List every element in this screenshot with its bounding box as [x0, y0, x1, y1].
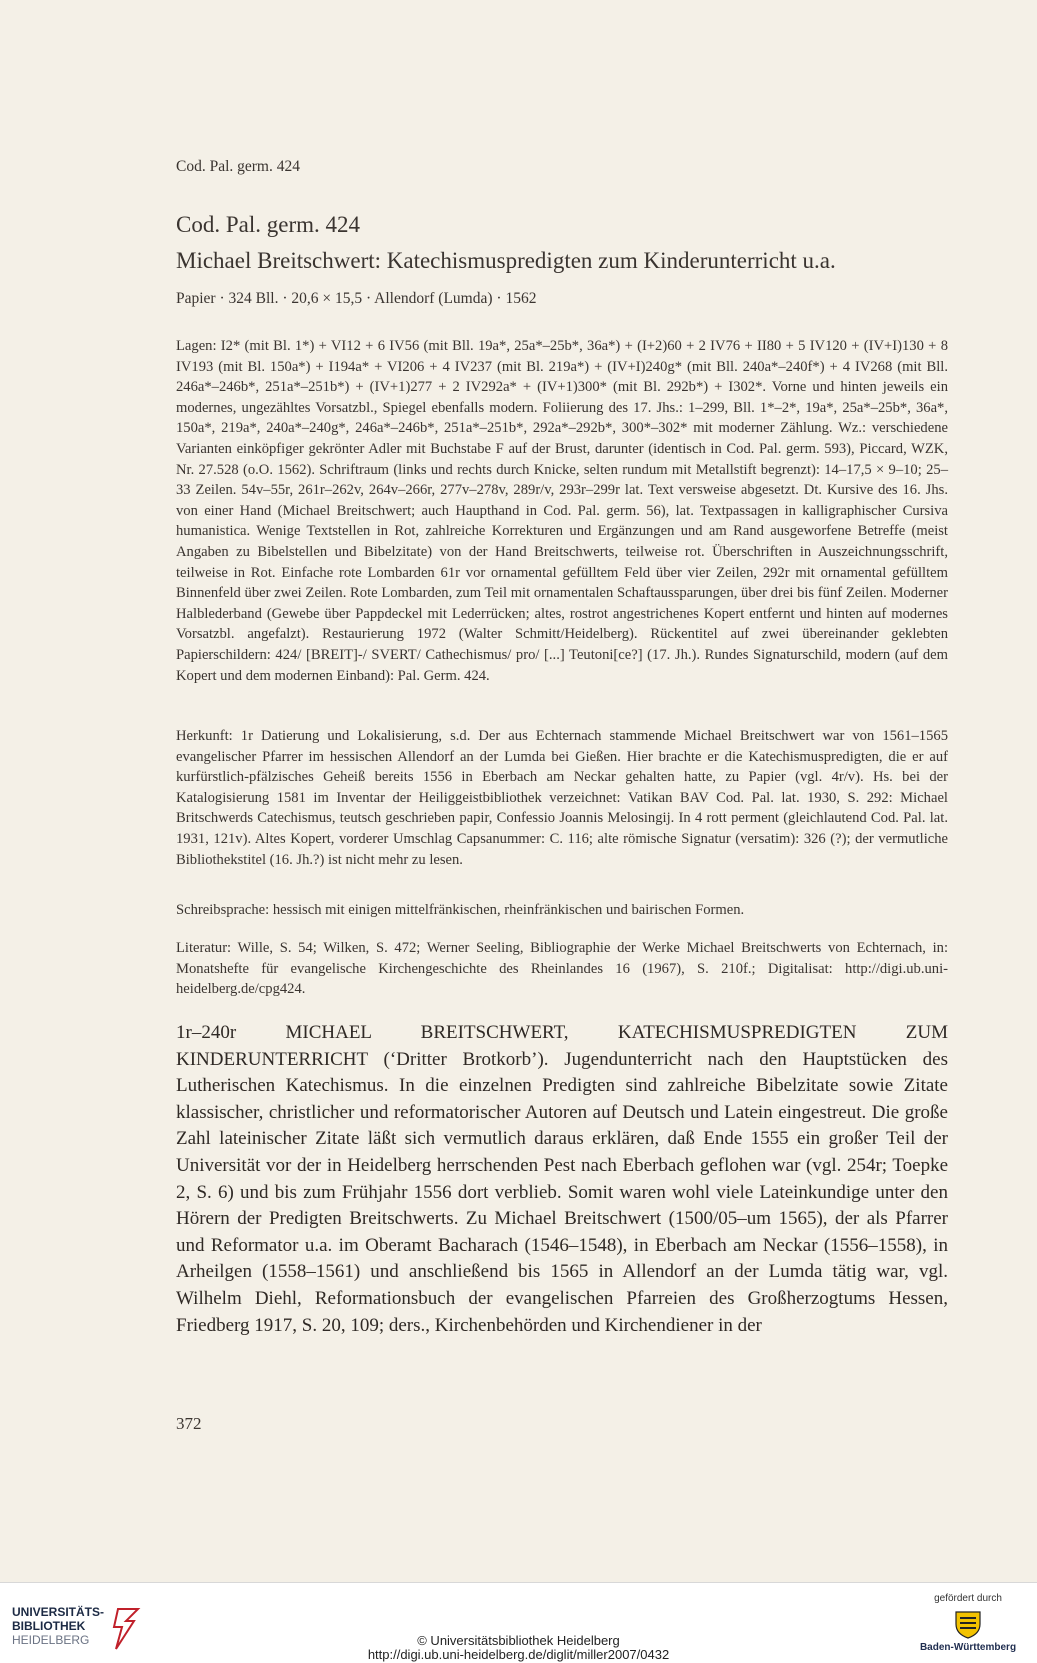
copyright-notice: © Universitätsbibliothek Heidelberg: [417, 1633, 620, 1648]
lagen-paragraph: [176, 336, 948, 686]
funder-label: gefördert durch: [934, 1593, 1002, 1604]
logo-line-1: UNIVERSITÄTS-: [12, 1605, 105, 1619]
literatur-text: Literatur: Wille, S. 54; Wilken, S. 472; Werner Seeling, Bibliographie der Werke Michael Breitschwerts von Echternach, in: Monatshefte für evangelische Kirchengeschichte des Rheinlandes 16 (1967), S. 210f.; Digitalisat: http://digi.ub.uni-heidelberg.de/cpg424.: [176, 940, 948, 998]
logo-line-2: BIBLIOTHEK: [12, 1619, 86, 1633]
footer-bar: [0, 1582, 1037, 1663]
entry-meta: Papier · 324 Bll. · 20,6 × 15,5 · Allendorf (Lumda) · 1562: [176, 290, 537, 307]
funder-block: [913, 1593, 1023, 1653]
literatur-paragraph: [176, 938, 948, 1000]
logo-line-3: HEIDELBERG: [12, 1633, 90, 1647]
schreibsprache-text: Schreibsprache: hessisch mit einigen mittelfränkischen, rheinfränkischen und bairischen Formen.: [176, 902, 745, 918]
main-text-block: [176, 1020, 948, 1339]
entry-title: Michael Breitschwert: Katechismuspredigten zum Kinderunterricht u.a.: [176, 248, 836, 273]
herkunft-text: Herkunft: 1r Datierung und Lokalisierung, s.d. Der aus Echternach stammende Michael Breitschwert war von 1561–1565 evangelischer Pfarrer im hessischen Allendorf an der Lumda bei Gießen. Hier brachte er die Katechismuspredigten, die er auf kurfürstlich-pfälzisches Geheiß bereits 1556 in Eberbach am Neckar gehalten hatte, zu Papier (vgl. 4r/v). Hs. bei der Katalogisierung 1581 im Inventar der Heiliggeistbibliothek verzeichnet: Vatikan BAV Cod. Pal. lat. 1930, S. 292: Michael Britschwerds Catechismus, teutsch geschrieben papir, Confessio Joannis Melosingij. In 4 rott perment (gleichlautend Cod. Pal. lat. 1931, 121v). Altes Kopert, vorderer Umschlag Capsanummer: C. 116; alte römische Signatur (versatim): 326 (?); der vermutliche Bibliothekstitel (16. Jh.?) ist nicht mehr zu lesen.: [176, 728, 948, 868]
running-head: Cod. Pal. germ. 424: [176, 158, 300, 175]
funder-name: Baden-Württemberg: [919, 1642, 1017, 1653]
schreibsprache-paragraph: [176, 900, 948, 921]
permalink[interactable]: http://digi.ub.uni-heidelberg.de/diglit/miller2007/0432: [367, 1647, 670, 1662]
herkunft-paragraph: [176, 726, 948, 870]
entry-heading: Cod. Pal. germ. 424: [176, 212, 360, 237]
main-text: 1r–240r MICHAEL BREITSCHWERT, KATECHISMUSPREDIGTEN ZUM KINDERUNTERRICHT (‘Dritter Brotkorb’). Jugendunterricht nach den Hauptstücken des Lutherischen Katechismus. In die einzelnen Predigten sind zahlreiche Bibelzitate sowie Zitate klassischer, christlicher und reformatorischer Autoren auf Deutsch und Latein eingestreut. Die große Zahl lateinischer Zitate läßt sich vermutlich daraus erklären, daß Ende 1555 ein großer Teil der Universität vor der in Heidelberg herrschenden Pest nach Eberbach geflohen war (vgl. 254r; Toepke 2, S. 6) und bis zum Frühjahr 1556 dort verblieb. Somit waren wohl viele Lateinkundige unter den Hörern der Predigten Breitschwerts. Zu Michael Breitschwert (1500/05–um 1565), der als Pfarrer und Reformator u.a. im Oberamt Bacharach (1546–1548), in Eberbach am Neckar (1556–1558), in Arheilgen (1558–1561) und anschließend bis 1565 in Allendorf an der Lumda tätig war, vgl. Wilhelm Diehl, Reformationsbuch der evangelischen Pfarreien des Großherzogtums Hessen, Friedberg 1917, S. 20, 109; ders., Kirchenbehörden und Kirchendiener in der: [176, 1022, 948, 1336]
page-number: 372: [176, 1414, 202, 1433]
coat-of-arms-icon: [952, 1608, 984, 1640]
lagen-text: Lagen: I2* (mit Bl. 1*) + VI12 + 6 IV56 (mit Bll. 19a*, 25a*–25b*, 36a*) + (I+2)60 + 2 IV76 + II80 + 5 IV120 + (IV+I)130 + 8 IV193 (mit Bl. 150a*) + I194a* + VI206 + 4 IV237 (mit Bl. 219a*) + (IV+I)240g* (mit Bll. 240a*–240f*) + 4 IV268 (mit Bll. 246a*–246b*, 251a*–251b*) + (IV+1)277 + 2 IV292a* + (IV+1)300* (mit Bl. 292b*) + I302*. Vorne und hinten jeweils ein modernes, ungezähltes Vorsatzbl., Spiegel ebenfalls modern. Foliierung des 17. Jhs.: 1–299, Bll. 1*–2*, 19a*, 25a*–25b*, 36a*, 150a*, 219a*, 240a*–240g*, 246a*–246b*, 251a*–251b*, 292a*–292b*, 300*–302* mit moderner Zählung. Wz.: verschiedene Varianten einköpfiger gekrönter Adler mit Buchstabe F auf der Brust, darunter (identisch in Cod. Pal. germ. 593), Piccard, WZK, Nr. 27.528 (o.O. 1562). Schriftraum (links und rechts durch Knicke, selten rundum mit Metallstift begrenzt): 14–17,5 × 9–10; 25–33 Zeilen. 54v–55r, 261r–262v, 264v–266r, 277v–278v, 289r/v, 293r–299r lat. Text versweise abgesetzt. Dt. Kursive des 16. Jhs. von einer Hand (Michael Breitschwert; auch Haupthand in Cod. Pal. germ. 56), lat. Textpassagen in kalligraphischer Cursiva humanistica. Wenige Textstellen in Rot, zahlreiche Korrekturen und Ergänzungen und am Rand ausgeworfene Betreffe (meist Angaben zu Bibelstellen und Bibelzitate) von der Hand Breitschwerts, teilweise rot. Überschriften in Auszeichnungsschrift, teilweise in Rot. Einfache rote Lombarden 61r vor ornamental gefülltem Feld über vier Zeilen, 292r mit ornamental gefülltem Binnenfeld über zwei Zeilen. Rote Lombarden, zum Teil mit ornamentalen Schaftaussparungen, über drei bis fünf Zeilen. Moderner Halblederband (Gewebe über Pappdeckel mit Lederrücken; altes, rostrot angestrichenes Kopert entfernt und hinten auf modernes Vorsatzbl. angefalzt). Restaurierung 1972 (Walter Schmitt/Heidelberg). Rückentitel auf zwei übereinander geklebten Papierschildern: 424/ [BREIT]-/ SVERT/ Cathechismus/ pro/ [...] Teutoni[ce?] (17. Jh.). Rundes Signaturschild, modern (auf dem Kopert und dem modernen Einband): Pal. Germ. 424.: [176, 338, 948, 684]
